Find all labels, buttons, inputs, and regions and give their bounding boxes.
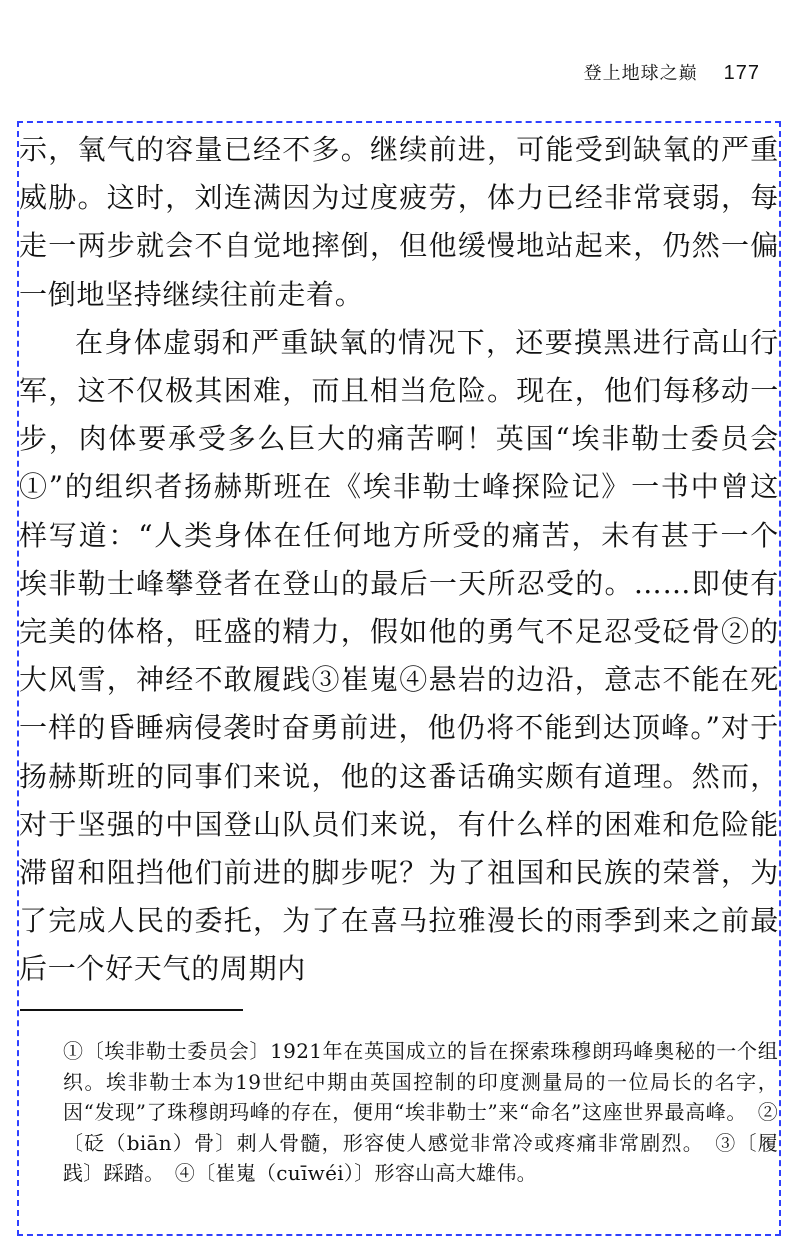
paragraph: 在身体虚弱和严重缺氧的情况下，还要摸黑进行高山行军，这不仅极其困难，而且相当危险。现在，他们每移动一步，肉体要承受多么巨大的痛苦啊！英国“埃非勒士委员会①”的组织者扬赫斯班在《埃非勒士峰探险记》一书中曾这样写道：“人类身体在任何地方所受的痛苦，未有甚于一个埃非勒士峰攀登者在登山的最后一天所忍受的。……即使有完美的体格，旺盛的精力，假如他的勇气不足忍受砭骨②的大风雪，神经不敢履践③崔嵬④悬岩的边沿，意志不能在死一样的昏睡病侵袭时奋勇前进，他仍将不能到达顶峰。”对于扬赫斯班的同事们来说，他的这番话确实颇有道理。然而，对于坚强的中国登山队员们来说，有什么样的困难和危险能滞留和阻挡他们前进的脚步呢？为了祖国和民族的荣誉，为了完成人民的委托，为了在喜马拉雅漫长的雨季到来之前最后一个好天气的周期内 (19, 325, 779, 986)
running-title: 登上地球之巅 (583, 63, 698, 84)
body-text (19, 126, 779, 994)
footnote-divider (20, 1009, 243, 1011)
footnote-text: ①〔埃非勒士委员会〕1921年在英国成立的旨在探索珠穆朗玛峰奥秘的一个组织。埃非勒士本为19世纪中期由英国控制的印度测量局的一位局长的名字，因“发现”了珠穆朗玛峰的存在，便用“埃非勒士”来“命名”这座世界最高峰。 ②〔砭（biān）骨〕刺人骨髓，形容使人感觉非常冷或疼痛非常剧烈。 ③〔履践〕踩踏。 ④〔崔嵬（cuīwéi）〕形容山高大雄伟。 (63, 1039, 778, 1185)
page-number: 177 (723, 62, 760, 84)
paragraph-continued: 示，氧气的容量已经不多。继续前进，可能受到缺氧的严重威胁。这时，刘连满因为过度疲劳，体力已经非常衰弱，每走一两步就会不自觉地摔倒，但他缓慢地站起来，仍然一偏一倒地坚持继续往前走着。 (19, 133, 779, 311)
running-header (584, 61, 760, 86)
footnotes (63, 1036, 778, 1189)
